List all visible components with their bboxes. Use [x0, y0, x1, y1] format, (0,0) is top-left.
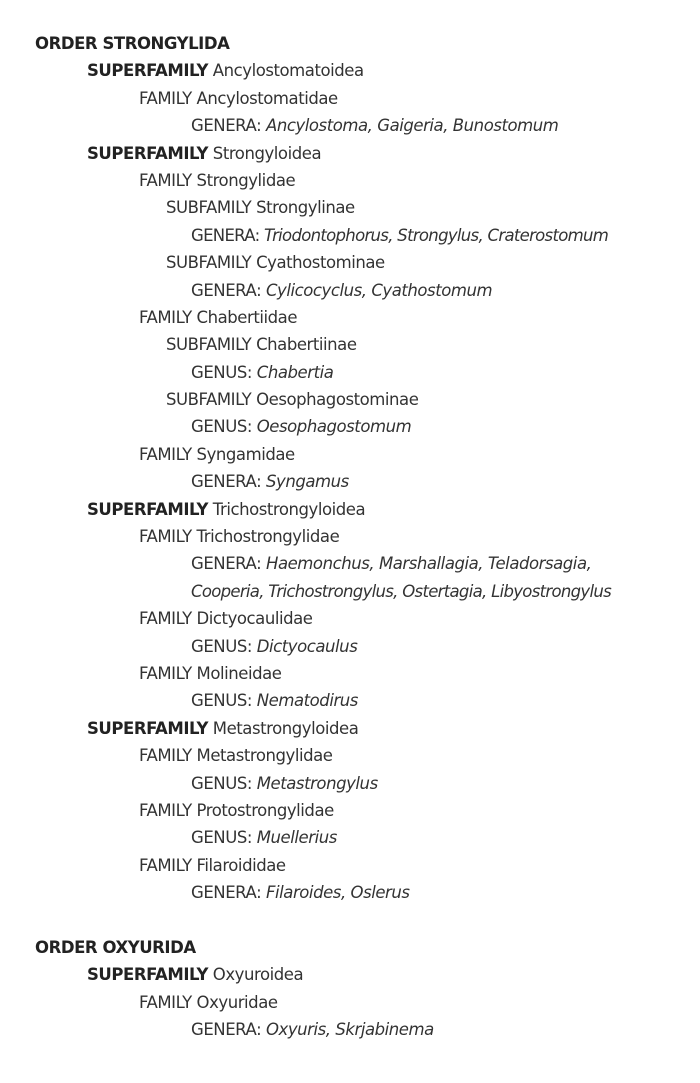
taxon-name: Molineidae	[191, 663, 282, 683]
taxon-name: Ancylostomatidae	[191, 88, 338, 108]
taxon-name: Strongyloidea	[208, 143, 322, 163]
rank-label: GENUS:	[191, 828, 252, 848]
family-line	[0, 742, 700, 769]
taxon-name: Syngamidae	[191, 444, 295, 464]
rank-label: GENERA:	[191, 883, 262, 903]
genus-line	[0, 112, 700, 139]
rank-label: SUBFAMILY	[166, 253, 252, 273]
genus-names: Filaroides, Oslerus	[265, 883, 410, 903]
taxon-name: Trichostrongylidae	[191, 527, 340, 547]
subfamily-line	[0, 249, 700, 276]
genus-names: Cooperia, Trichostrongylus, Ostertagia, Libyostrongylus	[191, 581, 611, 601]
genus-line	[0, 277, 700, 304]
taxon-name: Dictyocaulidae	[191, 609, 313, 629]
rank-bold: SUPERFAMILY	[87, 499, 208, 519]
rank-label: FAMILY	[139, 609, 192, 629]
superfamily-line	[0, 57, 700, 84]
section-spacer	[0, 907, 700, 934]
family-line	[0, 523, 700, 550]
rank-label: FAMILY	[139, 746, 192, 766]
rank-label: FAMILY	[139, 992, 192, 1012]
rank-label: SUBFAMILY	[166, 390, 252, 410]
rank-label: FAMILY	[139, 170, 192, 190]
family-line	[0, 605, 700, 632]
rank-label: FAMILY	[139, 855, 192, 875]
rank-label: SUBFAMILY	[166, 198, 252, 218]
genus-names: Dictyocaulus	[256, 636, 358, 656]
genus-names: Oesophagostomum	[256, 417, 412, 437]
rank-label: GENERA:	[191, 225, 260, 245]
rank-label: GENUS:	[191, 417, 252, 437]
family-line	[0, 797, 700, 824]
genus-line	[0, 550, 700, 577]
superfamily-line	[0, 715, 700, 742]
family-line	[0, 85, 700, 112]
genus-line	[0, 468, 700, 495]
rank-bold: SUPERFAMILY	[87, 965, 208, 985]
family-line	[0, 441, 700, 468]
genus-names: Haemonchus, Marshallagia, Teladorsagia,	[265, 554, 592, 574]
rank-label: FAMILY	[139, 307, 192, 327]
family-line	[0, 167, 700, 194]
taxon-name: Ancylostomatoidea	[208, 61, 364, 81]
taxon-name: Strongylinae	[251, 198, 355, 218]
rank-bold: SUPERFAMILY	[87, 718, 208, 738]
subfamily-line	[0, 386, 700, 413]
taxon-name: Chabertiinae	[251, 335, 357, 355]
taxon-name: Metastrongyloidea	[208, 718, 359, 738]
rank-bold: ORDER STRONGYLIDA	[35, 34, 230, 53]
superfamily-line	[0, 140, 700, 167]
genus-line	[0, 359, 700, 386]
taxonomy-list	[0, 30, 700, 1043]
rank-bold: SUPERFAMILY	[87, 61, 208, 81]
taxon-name: Oesophagostominae	[251, 390, 419, 410]
taxon-name: Strongylidae	[191, 170, 296, 190]
rank-label: GENERA:	[191, 554, 262, 574]
taxon-name: Oxyuridae	[191, 992, 278, 1012]
superfamily-line	[0, 961, 700, 988]
taxon-name: Oxyuroidea	[208, 965, 304, 985]
rank-label: FAMILY	[139, 444, 192, 464]
rank-label: GENUS:	[191, 691, 252, 711]
taxon-name: Cyathostominae	[251, 253, 385, 273]
genus-line	[0, 578, 700, 605]
rank-label: GENUS:	[191, 362, 252, 382]
rank-label: FAMILY	[139, 800, 192, 820]
family-line	[0, 852, 700, 879]
family-line	[0, 304, 700, 331]
order-heading	[0, 934, 700, 961]
genus-line	[0, 687, 700, 714]
genus-names: Cylicocyclus, Cyathostomum	[265, 280, 493, 300]
genus-names: Triodontophorus, Strongylus, Craterostomum	[263, 225, 609, 245]
superfamily-line	[0, 496, 700, 523]
subfamily-line	[0, 331, 700, 358]
genus-line	[0, 879, 700, 906]
rank-label: FAMILY	[139, 663, 192, 683]
rank-label: GENERA:	[191, 280, 262, 300]
rank-bold: SUPERFAMILY	[87, 143, 208, 163]
rank-label: FAMILY	[139, 527, 192, 547]
genus-names: Syngamus	[265, 472, 349, 492]
genus-names: Muellerius	[256, 828, 337, 848]
genus-names: Ancylostoma, Gaigeria, Bunostomum	[265, 116, 559, 136]
taxon-name: Metastrongylidae	[191, 746, 333, 766]
taxon-name: Protostrongylidae	[191, 800, 334, 820]
subfamily-line	[0, 194, 700, 221]
family-line	[0, 660, 700, 687]
taxon-name: Chabertiidae	[191, 307, 298, 327]
rank-label: GENERA:	[191, 116, 262, 136]
rank-label: SUBFAMILY	[166, 335, 252, 355]
rank-label: FAMILY	[139, 88, 192, 108]
rank-label: GENERA:	[191, 1020, 262, 1040]
rank-label: GENERA:	[191, 472, 262, 492]
taxon-name: Filaroididae	[191, 855, 286, 875]
genus-line	[0, 770, 700, 797]
order-heading	[0, 30, 700, 57]
genus-line	[0, 222, 700, 249]
taxon-name: Trichostrongyloidea	[208, 499, 366, 519]
genus-line	[0, 824, 700, 851]
rank-label: GENUS:	[191, 636, 252, 656]
family-line	[0, 989, 700, 1016]
rank-bold: ORDER OXYURIDA	[35, 937, 196, 957]
genus-line	[0, 1016, 700, 1043]
genus-names: Oxyuris, Skrjabinema	[265, 1020, 434, 1040]
genus-line	[0, 633, 700, 660]
rank-label: GENUS:	[191, 773, 252, 793]
genus-names: Metastrongylus	[256, 773, 378, 793]
genus-line	[0, 413, 700, 440]
genus-names: Nematodirus	[256, 691, 358, 711]
genus-names: Chabertia	[256, 362, 334, 382]
